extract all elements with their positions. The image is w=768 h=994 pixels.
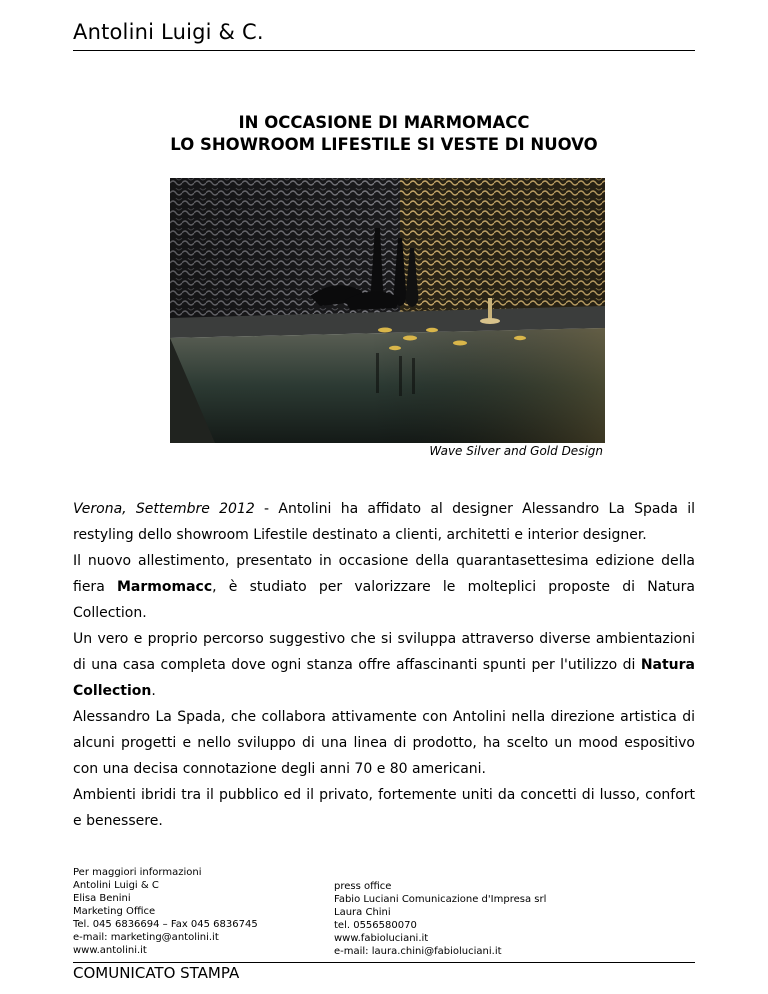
website-fabioluciani[interactable]: www.fabioluciani.it xyxy=(334,933,429,944)
dateline: Verona, Settembre 2012 xyxy=(73,501,255,517)
email-fabioluciani[interactable]: e-mail: laura.chini@fabioluciani.it xyxy=(334,946,502,957)
showroom-photo xyxy=(170,178,605,443)
paragraph-3: Un vero e proprio percorso suggestivo che si sviluppa attraverso diverse ambientazioni di una casa completa dove ogni stanza offre affascinanti spunti per l'utilizzo di Natura Collection. xyxy=(73,631,695,699)
headline-line-1: IN OCCASIONE DI MARMOMACC xyxy=(238,113,530,132)
contact-antolini: Per maggiori informazioni Antolini Luigi & C Elisa Benini Marketing Office Tel. 045 6836694 – Fax 045 6836745 e-mail: marketing@antolini.it www.antolini.it xyxy=(73,867,258,956)
paragraph-5: Ambienti ibridi tra il pubblico ed il privato, fortemente uniti da concetti di lusso, confort e benessere. xyxy=(73,787,695,829)
footer-label: COMUNICATO STAMPA xyxy=(73,964,240,982)
marmomacc-bold: Marmomacc xyxy=(117,579,213,595)
header-divider xyxy=(73,50,695,51)
press-body xyxy=(73,496,695,834)
footer-divider xyxy=(73,962,695,963)
paragraph-4: Alessandro La Spada, che collabora attivamente con Antolini nella direzione artistica di alcuni progetti e nello sviluppo di una linea di prodotto, ha scelto un mood espositivo con una decisa connotazione degli anni 70 e 80 americani. xyxy=(73,709,695,777)
press-headline xyxy=(73,112,695,156)
email-antolini[interactable]: e-mail: marketing@antolini.it xyxy=(73,932,219,943)
company-header: Antolini Luigi & C. xyxy=(73,20,264,44)
website-antolini[interactable]: www.antolini.it xyxy=(73,945,147,956)
paragraph-1: Verona, Settembre 2012 - Antolini ha affidato al designer Alessandro La Spada il restyling dello showroom Lifestile destinato a clienti, architetti e interior designer. xyxy=(73,501,695,543)
natura-collection-bold: Natura Collection xyxy=(73,657,695,699)
photo-caption: Wave Silver and Gold Design xyxy=(429,444,603,458)
paragraph-2: Il nuovo allestimento, presentato in occasione della quarantasettesima edizione della fiera Marmomacc, è studiato per valorizzare le molteplici proposte di Natura Collection. xyxy=(73,553,696,621)
headline-line-2: LO SHOWROOM LIFESTILE SI VESTE DI NUOVO xyxy=(170,135,598,154)
contact-press-office: press office Fabio Luciani Comunicazione d'Impresa srl Laura Chini tel. 0556580070 www.fabioluciani.it e-mail: laura.chini@fabioluciani.it xyxy=(334,881,547,957)
